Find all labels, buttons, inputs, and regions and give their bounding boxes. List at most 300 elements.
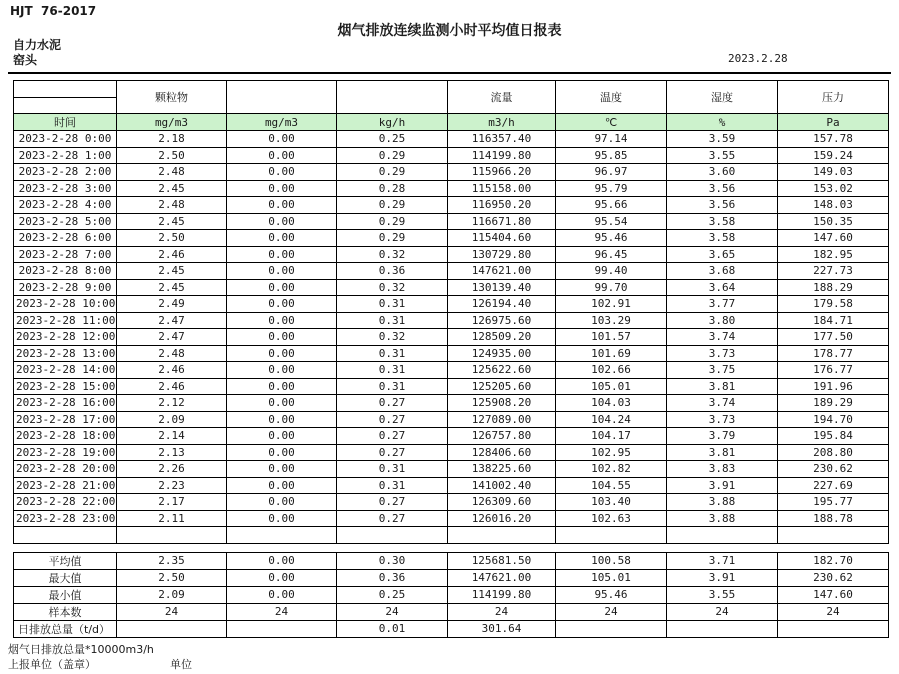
value-cell: 3.75 [667,362,778,379]
company-name: 自力水泥 [13,38,62,52]
value-cell: 3.77 [667,296,778,313]
value-cell: 195.77 [778,494,889,511]
value-cell: 114199.80 [448,147,556,164]
summary-value-cell: 0.00 [227,552,337,569]
value-cell: 0.00 [227,510,337,527]
value-cell: 0.00 [227,279,337,296]
empty-cell [778,527,889,544]
time-cell: 2023-2-28 3:00 [14,180,117,197]
value-cell: 0.31 [337,461,448,478]
value-cell: 0.00 [227,230,337,247]
unit-label: 单位 [170,658,192,671]
value-cell: 101.57 [556,329,667,346]
value-cell: 0.00 [227,131,337,148]
value-cell: 0.31 [337,477,448,494]
summary-row [14,603,889,620]
value-cell: 3.64 [667,279,778,296]
value-cell: 2.11 [117,510,227,527]
summary-row [14,586,889,603]
summary-label-cell: 日排放总量（t/d） [14,620,117,637]
summary-label-cell: 平均值 [14,552,117,569]
value-cell: 0.00 [227,147,337,164]
value-cell: 2.46 [117,246,227,263]
value-cell: 3.83 [667,461,778,478]
summary-value-cell: 301.64 [448,620,556,637]
value-cell: 2.46 [117,362,227,379]
group-header-cell: 颗粒物 [117,81,227,114]
corner-cell-bottom [14,97,117,114]
value-cell: 102.63 [556,510,667,527]
value-cell: 0.29 [337,197,448,214]
time-cell: 2023-2-28 19:00 [14,444,117,461]
value-cell: 105.01 [556,378,667,395]
value-cell: 115404.60 [448,230,556,247]
summary-value-cell: 2.35 [117,552,227,569]
table-row [14,312,889,329]
table-row [14,296,889,313]
value-cell: 176.77 [778,362,889,379]
value-cell: 2.09 [117,411,227,428]
value-cell: 0.00 [227,362,337,379]
summary-value-cell: 3.55 [667,586,778,603]
time-cell: 2023-2-28 4:00 [14,197,117,214]
summary-value-cell: 114199.80 [448,586,556,603]
value-cell: 3.65 [667,246,778,263]
value-cell: 195.84 [778,428,889,445]
value-cell: 126309.60 [448,494,556,511]
report-date: 2023.2.28 [728,52,788,65]
summary-value-cell: 24 [778,603,889,620]
value-cell: 0.00 [227,197,337,214]
value-cell: 2.14 [117,428,227,445]
value-cell: 3.68 [667,263,778,280]
value-cell: 2.45 [117,263,227,280]
time-header-cell: 时间 [14,114,117,131]
time-cell: 2023-2-28 22:00 [14,494,117,511]
value-cell: 0.00 [227,477,337,494]
value-cell: 2.46 [117,378,227,395]
value-cell: 99.40 [556,263,667,280]
value-cell: 102.82 [556,461,667,478]
value-cell: 128509.20 [448,329,556,346]
value-cell: 95.46 [556,230,667,247]
table-row [14,444,889,461]
value-cell: 3.55 [667,147,778,164]
value-cell: 2.26 [117,461,227,478]
empty-cell [14,527,117,544]
group-header-cell [227,81,337,114]
value-cell: 0.32 [337,246,448,263]
value-cell: 227.73 [778,263,889,280]
unit-cell: % [667,114,778,131]
summary-value-cell: 182.70 [778,552,889,569]
time-cell: 2023-2-28 13:00 [14,345,117,362]
value-cell: 96.97 [556,164,667,181]
table-row [14,213,889,230]
table-row [14,164,889,181]
summary-value-cell [778,620,889,637]
summary-value-cell: 24 [667,603,778,620]
value-cell: 141002.40 [448,477,556,494]
value-cell: 3.80 [667,312,778,329]
value-cell: 0.31 [337,312,448,329]
unit-cell: m3/h [448,114,556,131]
value-cell: 2.18 [117,131,227,148]
summary-value-cell: 0.25 [337,586,448,603]
time-cell: 2023-2-28 8:00 [14,263,117,280]
value-cell: 3.79 [667,428,778,445]
value-cell: 3.81 [667,444,778,461]
tables-area [0,80,889,638]
value-cell: 3.73 [667,411,778,428]
group-header-cell: 温度 [556,81,667,114]
value-cell: 115966.20 [448,164,556,181]
value-cell: 2.50 [117,147,227,164]
summary-value-cell: 0.00 [227,586,337,603]
value-cell: 0.00 [227,494,337,511]
value-cell: 0.00 [227,329,337,346]
value-cell: 0.27 [337,428,448,445]
time-cell: 2023-2-28 21:00 [14,477,117,494]
report-table [13,80,889,544]
value-cell: 115158.00 [448,180,556,197]
value-cell: 95.54 [556,213,667,230]
value-cell: 104.03 [556,395,667,412]
unit-cell: ℃ [556,114,667,131]
group-header-cell [337,81,448,114]
value-cell: 0.31 [337,296,448,313]
unit-cell: kg/h [337,114,448,131]
time-cell: 2023-2-28 15:00 [14,378,117,395]
empty-cell [117,527,227,544]
value-cell: 0.00 [227,428,337,445]
value-cell: 0.00 [227,246,337,263]
value-cell: 103.29 [556,312,667,329]
value-cell: 2.47 [117,329,227,346]
value-cell: 2.23 [117,477,227,494]
time-cell: 2023-2-28 7:00 [14,246,117,263]
station-name: 窑头 [13,53,38,67]
value-cell: 2.47 [117,312,227,329]
value-cell: 0.27 [337,510,448,527]
value-cell: 103.40 [556,494,667,511]
value-cell: 0.28 [337,180,448,197]
summary-value-cell: 24 [448,603,556,620]
value-cell: 99.70 [556,279,667,296]
value-cell: 130139.40 [448,279,556,296]
time-cell: 2023-2-28 17:00 [14,411,117,428]
value-cell: 149.03 [778,164,889,181]
value-cell: 104.55 [556,477,667,494]
value-cell: 2.50 [117,230,227,247]
empty-row [14,527,889,544]
value-cell: 95.79 [556,180,667,197]
table-row [14,279,889,296]
empty-cell [556,527,667,544]
time-cell: 2023-2-28 12:00 [14,329,117,346]
value-cell: 126975.60 [448,312,556,329]
time-cell: 2023-2-28 20:00 [14,461,117,478]
summary-row [14,620,889,637]
value-cell: 2.48 [117,345,227,362]
value-cell: 189.29 [778,395,889,412]
value-cell: 3.88 [667,494,778,511]
value-cell: 3.74 [667,329,778,346]
value-cell: 127089.00 [448,411,556,428]
value-cell: 0.31 [337,378,448,395]
time-cell: 2023-2-28 9:00 [14,279,117,296]
value-cell: 0.27 [337,444,448,461]
value-cell: 0.27 [337,411,448,428]
empty-cell [227,527,337,544]
value-cell: 0.31 [337,362,448,379]
value-cell: 159.24 [778,147,889,164]
value-cell: 0.00 [227,164,337,181]
value-cell: 104.17 [556,428,667,445]
value-cell: 2.12 [117,395,227,412]
table-row [14,345,889,362]
summary-value-cell: 100.58 [556,552,667,569]
value-cell: 125908.20 [448,395,556,412]
table-row [14,395,889,412]
value-cell: 102.95 [556,444,667,461]
table-row [14,378,889,395]
value-cell: 227.69 [778,477,889,494]
value-cell: 0.00 [227,411,337,428]
value-cell: 3.56 [667,197,778,214]
value-cell: 188.29 [778,279,889,296]
summary-value-cell [556,620,667,637]
value-cell: 130729.80 [448,246,556,263]
value-cell: 208.80 [778,444,889,461]
summary-value-cell: 0.00 [227,569,337,586]
unit-cell: mg/m3 [227,114,337,131]
value-cell: 188.78 [778,510,889,527]
value-cell: 150.35 [778,213,889,230]
unit-cell: Pa [778,114,889,131]
value-cell: 2.45 [117,180,227,197]
value-cell: 125622.60 [448,362,556,379]
value-cell: 2.13 [117,444,227,461]
value-cell: 0.00 [227,461,337,478]
value-cell: 177.50 [778,329,889,346]
summary-value-cell: 95.46 [556,586,667,603]
value-cell: 182.95 [778,246,889,263]
value-cell: 2.48 [117,164,227,181]
group-header-row [14,81,889,98]
empty-cell [337,527,448,544]
value-cell: 95.85 [556,147,667,164]
value-cell: 3.88 [667,510,778,527]
value-cell: 0.31 [337,345,448,362]
value-cell: 0.25 [337,131,448,148]
summary-value-cell: 24 [337,603,448,620]
table-row [14,329,889,346]
table-row [14,477,889,494]
summary-value-cell: 24 [556,603,667,620]
table-row [14,411,889,428]
value-cell: 0.27 [337,494,448,511]
value-cell: 102.91 [556,296,667,313]
summary-value-cell [667,620,778,637]
value-cell: 2.49 [117,296,227,313]
summary-value-cell: 125681.50 [448,552,556,569]
value-cell: 0.00 [227,395,337,412]
value-cell: 3.81 [667,378,778,395]
value-cell: 124935.00 [448,345,556,362]
value-cell: 191.96 [778,378,889,395]
value-cell: 2.48 [117,197,227,214]
value-cell: 0.32 [337,329,448,346]
summary-value-cell: 24 [117,603,227,620]
summary-row [14,569,889,586]
value-cell: 147.60 [778,230,889,247]
time-cell: 2023-2-28 5:00 [14,213,117,230]
value-cell: 3.74 [667,395,778,412]
value-cell: 97.14 [556,131,667,148]
empty-cell [667,527,778,544]
value-cell: 0.00 [227,345,337,362]
value-cell: 2.45 [117,279,227,296]
time-cell: 2023-2-28 11:00 [14,312,117,329]
table-row [14,510,889,527]
value-cell: 128406.60 [448,444,556,461]
value-cell: 230.62 [778,461,889,478]
summary-value-cell [117,620,227,637]
time-cell: 2023-2-28 6:00 [14,230,117,247]
report-unit-label: 上报单位（盖章） [8,658,96,671]
summary-value-cell: 2.50 [117,569,227,586]
summary-value-cell: 105.01 [556,569,667,586]
value-cell: 0.29 [337,213,448,230]
unit-cell: mg/m3 [117,114,227,131]
summary-value-cell: 24 [227,603,337,620]
summary-row [14,552,889,569]
value-cell: 2.17 [117,494,227,511]
time-cell: 2023-2-28 16:00 [14,395,117,412]
time-cell: 2023-2-28 1:00 [14,147,117,164]
value-cell: 0.00 [227,296,337,313]
value-cell: 102.66 [556,362,667,379]
time-cell: 2023-2-28 23:00 [14,510,117,527]
summary-label-cell: 最大值 [14,569,117,586]
value-cell: 116950.20 [448,197,556,214]
value-cell: 3.91 [667,477,778,494]
table-row [14,263,889,280]
doc-code: HJT 76-2017 [10,4,97,18]
value-cell: 0.00 [227,263,337,280]
value-cell: 3.60 [667,164,778,181]
summary-value-cell: 147.60 [778,586,889,603]
summary-value-cell: 0.30 [337,552,448,569]
summary-value-cell: 0.36 [337,569,448,586]
value-cell: 184.71 [778,312,889,329]
value-cell: 0.29 [337,230,448,247]
table-row [14,494,889,511]
total-emission-note: 烟气日排放总量*10000m3/h [8,643,154,656]
value-cell: 148.03 [778,197,889,214]
table-row [14,428,889,445]
summary-value-cell: 147621.00 [448,569,556,586]
value-cell: 3.58 [667,213,778,230]
summary-value-cell: 0.01 [337,620,448,637]
summary-table [13,552,889,638]
value-cell: 116357.40 [448,131,556,148]
value-cell: 2.45 [117,213,227,230]
group-header-cell: 湿度 [667,81,778,114]
value-cell: 126757.80 [448,428,556,445]
value-cell: 96.45 [556,246,667,263]
value-cell: 0.00 [227,312,337,329]
value-cell: 0.00 [227,444,337,461]
time-cell: 2023-2-28 10:00 [14,296,117,313]
time-cell: 2023-2-28 2:00 [14,164,117,181]
table-row [14,461,889,478]
page-title: 烟气排放连续监测小时平均值日报表 [337,23,562,39]
value-cell: 0.00 [227,180,337,197]
group-header-cell: 流量 [448,81,556,114]
summary-value-cell: 3.71 [667,552,778,569]
value-cell: 0.27 [337,395,448,412]
value-cell: 3.56 [667,180,778,197]
value-cell: 104.24 [556,411,667,428]
value-cell: 194.70 [778,411,889,428]
time-cell: 2023-2-28 18:00 [14,428,117,445]
value-cell: 101.69 [556,345,667,362]
corner-cell-top [14,81,117,98]
value-cell: 157.78 [778,131,889,148]
summary-value-cell: 230.62 [778,569,889,586]
value-cell: 116671.80 [448,213,556,230]
summary-label-cell: 样本数 [14,603,117,620]
value-cell: 0.36 [337,263,448,280]
unit-row [14,114,889,131]
value-cell: 3.73 [667,345,778,362]
value-cell: 0.29 [337,164,448,181]
value-cell: 147621.00 [448,263,556,280]
value-cell: 0.00 [227,213,337,230]
top-rule [8,72,891,74]
table-row [14,246,889,263]
value-cell: 153.02 [778,180,889,197]
table-row [14,230,889,247]
value-cell: 126016.20 [448,510,556,527]
value-cell: 3.59 [667,131,778,148]
value-cell: 0.32 [337,279,448,296]
summary-label-cell: 最小值 [14,586,117,603]
summary-value-cell: 2.09 [117,586,227,603]
summary-value-cell: 3.91 [667,569,778,586]
table-row [14,131,889,148]
group-header-cell: 压力 [778,81,889,114]
table-row [14,147,889,164]
table-row [14,197,889,214]
value-cell: 0.29 [337,147,448,164]
empty-cell [448,527,556,544]
table-row [14,362,889,379]
value-cell: 125205.60 [448,378,556,395]
value-cell: 126194.40 [448,296,556,313]
value-cell: 3.58 [667,230,778,247]
value-cell: 95.66 [556,197,667,214]
value-cell: 0.00 [227,378,337,395]
value-cell: 178.77 [778,345,889,362]
table-row [14,180,889,197]
time-cell: 2023-2-28 0:00 [14,131,117,148]
value-cell: 138225.60 [448,461,556,478]
time-cell: 2023-2-28 14:00 [14,362,117,379]
value-cell: 179.58 [778,296,889,313]
